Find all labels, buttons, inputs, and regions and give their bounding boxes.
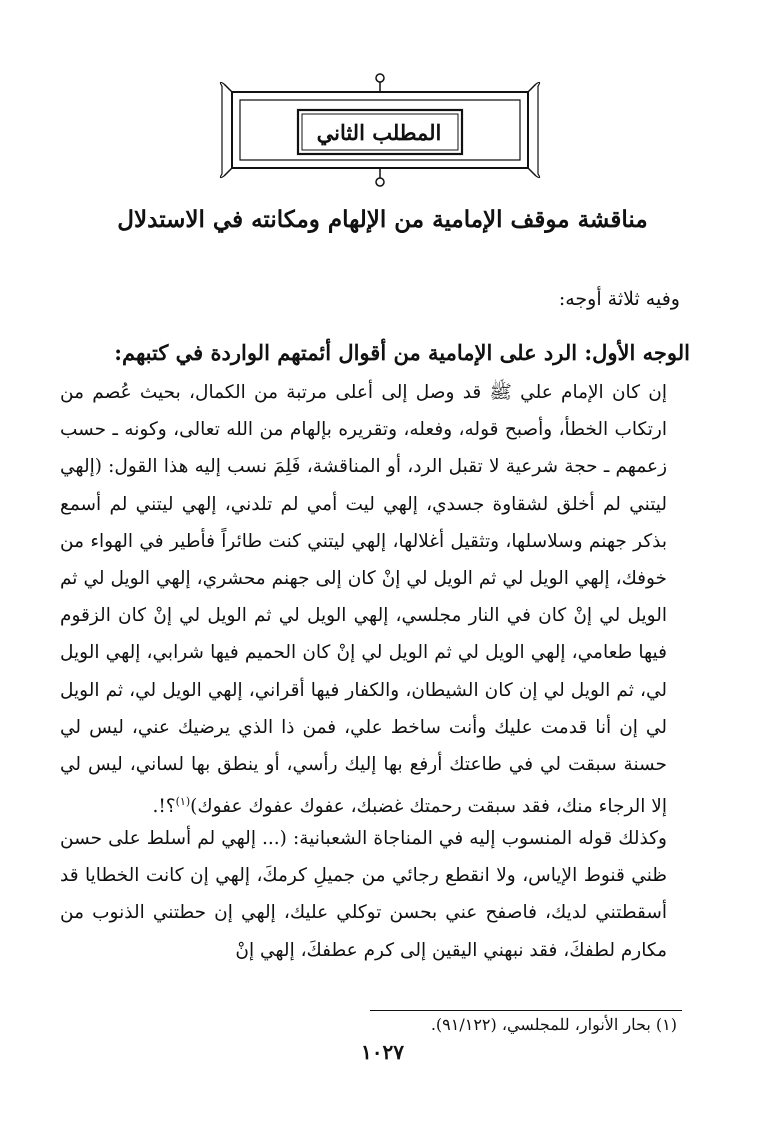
section-label: المطلب الثاني — [316, 119, 442, 145]
paragraph-1 — [60, 374, 705, 826]
page-number: ١٠٢٧ — [361, 1040, 404, 1064]
paragraph-2: وكذلك قوله المنسوب إليه في المناجاة الشعبانية: (... إلهي لم أسلط على حسن ظني قنوط الإياس، ولا انقطع رجائي من جميلِ كرمكَ، إلهي إن كانت الخطايا قد أسقطتني لديك، فاصفح عني بحسن توكلي عليك، إلهي إن حطتني الذنوب من مكارم لطفكَ، فقد نبهني اليقين إلى كرم عطفكَ، إلهي إنْ — [60, 828, 667, 961]
footnote: (١) بحار الأنوار، للمجلسي، (٩١/١٢٢). — [430, 1015, 677, 1034]
footnote-divider — [370, 1010, 682, 1011]
section-frame — [218, 70, 542, 200]
paragraph-1-text: إن كان الإمام علي ﷺ قد وصل إلى أعلى مرتبة من الكمال، بحيث عُصم من ارتكاب الخطأ، وأصبح قوله، وفعله، وتقريره بإلهام من الله تعالى، وكونه ـ حسب زعمهم ـ حجة شرعية لا تقبل الرد، أو المناقشة، فَلِمَ نسب إليه هذا القول: (إلهي ليتني لم أخلق لشقاوة جسدي، إلهي ليت أمي لم تلدني، إلهي ليتني لم أسمع بذكر جهنم وسلاسلها، وتثقيل أغلالها، إلهي ليتني كنت طائراً فأطير في الهواء من خوفك، إلهي الويل لي ثم الويل لي إنْ كان إلى جهنم محشري، إلهي الويل لي ثم الويل لي إنْ كان في النار مجلسي، إلهي الويل لي ثم الويل لي إنْ كان الزقوم فيها طعامي، إلهي الويل لي ثم الويل لي إنْ كان الحميم فيها شرابي، إلهي الويل لي، ثم الويل لي إن كان الشيطان، والكفار فيها أقراني، إلهي الويل لي، ثم الويل لي إن أنا قدمت عليك وأنت ساخط علي، فمن ذا الذي يرضيك عني، ليس لي حسنة سبقت لي في طاعتك أرفع بها إليك رأسي، أو ينطق بها لساني، ليس لي إلا الرجاء منك، فقد سبقت رحمتك غضبك، عفوك عفوك عفوك) — [60, 382, 667, 818]
page-title: مناقشة موقف الإمامية من الإلهام ومكانته في الاستدلال — [117, 206, 648, 233]
intro-text: وفيه ثلاثة أوجه: — [558, 288, 680, 310]
footnote-ref: (١) — [175, 795, 191, 809]
paragraph-1-end: ؟!. — [152, 796, 176, 818]
aspect-heading: الوجه الأول: الرد على الإمامية من أقوال أئمتهم الواردة في كتبهم: — [114, 340, 690, 365]
